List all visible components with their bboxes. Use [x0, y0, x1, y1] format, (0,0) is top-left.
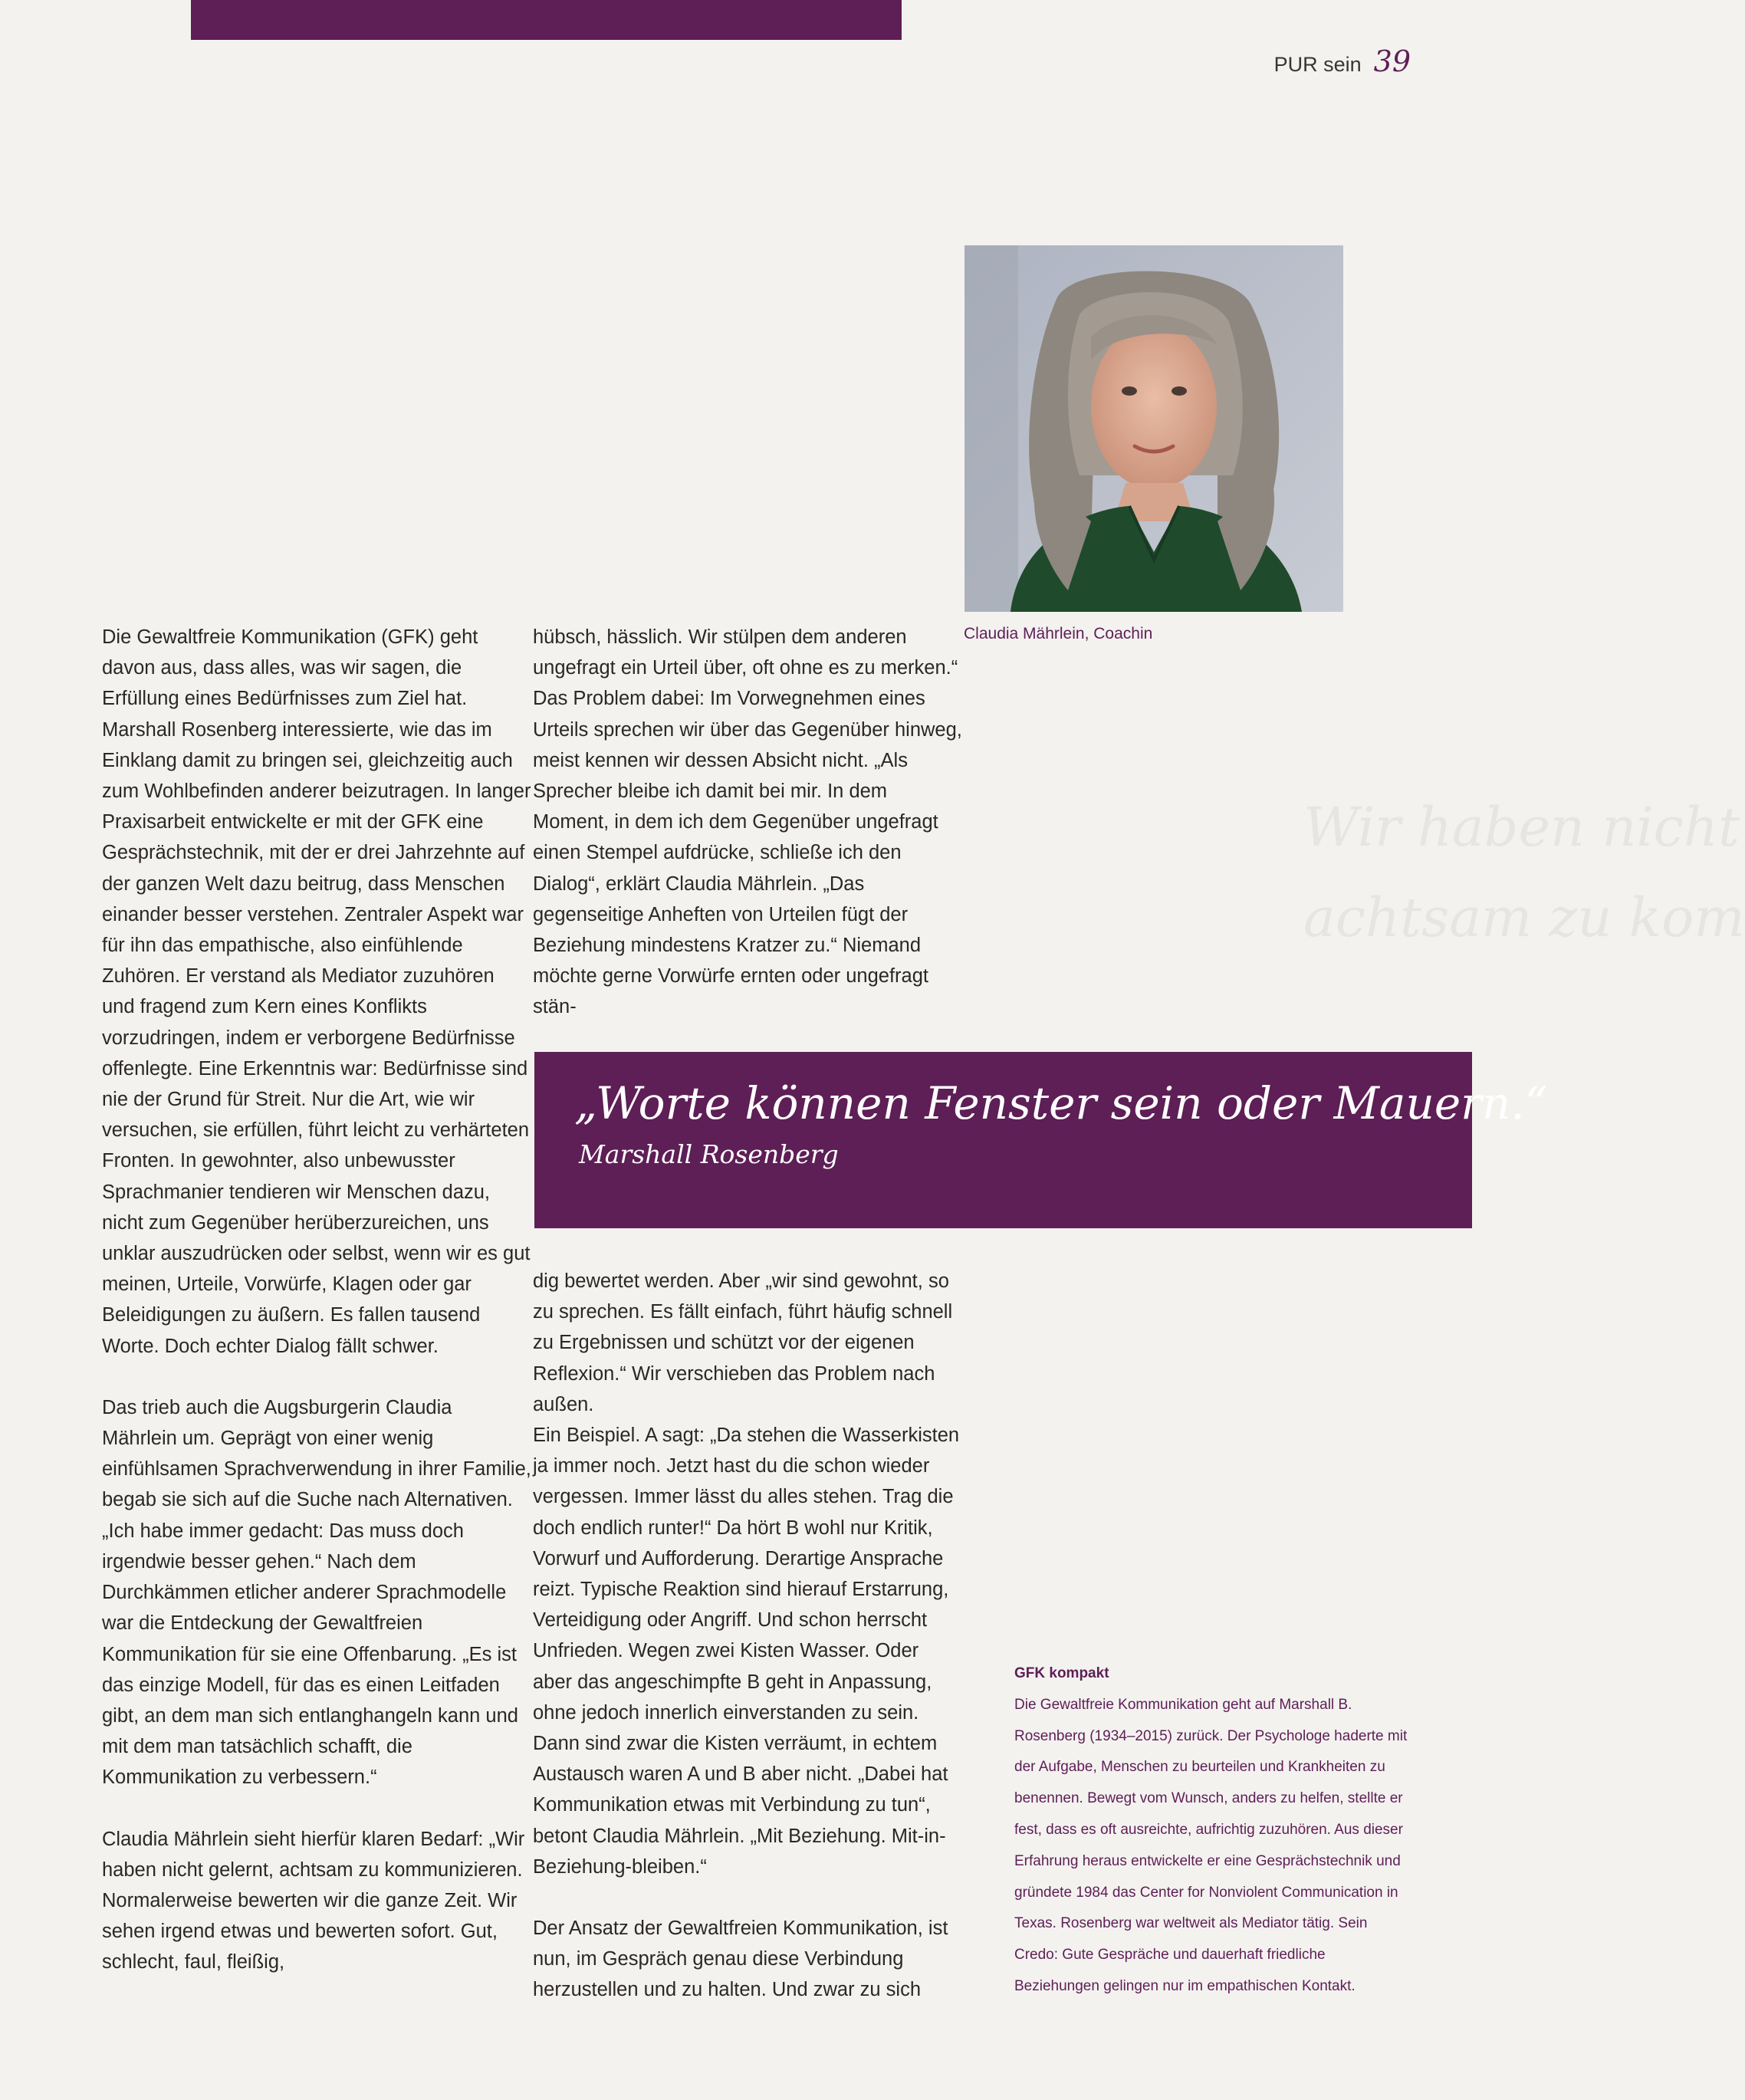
- page-number: 39: [1373, 44, 1411, 78]
- photo-caption: Claudia Mährlein, Coachin: [964, 625, 1153, 642]
- paragraph: Der Ansatz der Gewaltfreien Kommunikation, ist nun, im Gespräch genau diese Verbindung herzustellen und zu halten. Und zwar zu sich: [533, 1918, 948, 2001]
- info-box: [1014, 1658, 1413, 2003]
- running-head: [1274, 44, 1411, 78]
- paragraph: Ein Beispiel. A sagt: „Da stehen die Wasserkisten ja immer noch. Jetzt hast du die schon wieder vergessen. Immer lässt du alles stehen. Trag die doch endlich runter!“ Da hört B wohl nur Kritik, Vorwurf und Aufforderung. Derartige Ansprache reizt. Typische Reaktion sind hierauf Erstarrung, Verteidigung oder Angriff. Und schon herrscht Unfrieden. Wegen zwei Kisten Wasser. Oder aber das angeschimpfte B geht in Anpassung, ohne jedoch innerlich einverstanden zu sein. Dann sind zwar die Kisten verräumt, in echtem Austausch waren A und B aber nicht. „Dabei hat Kommunikation etwas mit Verbindung zu tun“, betont Claudia Mährlein. „Mit Beziehung. Mit-in-Beziehung-bleiben.“: [533, 1425, 960, 1878]
- magazine-name: PUR sein: [1273, 53, 1362, 76]
- paragraph: Claudia Mährlein sieht hierfür klaren Bedarf: „Wir haben nicht gelernt, achtsam zu kommunizieren. Normalerweise bewerten wir die ganze Zeit. Wir sehen irgend etwas und bewerten sofort. Gut, schlecht, faul, fleißig,: [102, 1828, 525, 1973]
- paragraph: Das trieb auch die Augsburgerin Claudia Mährlein um. Geprägt von einer wenig einfühlsamen Sprachverwendung in ihrer Familie, begab sie sich auf die Suche nach Alternativen. „Ich habe immer gedacht: Das muss doch irgendwie besser gehen.“ Nach dem Durchkämmen etlicher anderer Sprachmodelle war die Entdeckung der Gewaltfreien Kommunikation für sie eine Offenbarung. „Es ist das einzige Modell, für das es einen Leitfaden gibt, an dem man sich entlanghangeln kann und mit dem man tatsächlich schafft, die Kommunikation zu verbessern.“: [102, 1396, 531, 1789]
- article-column-3: [533, 1266, 962, 2036]
- article-column-1: [102, 622, 531, 2009]
- background-pullquote: [1303, 782, 1745, 963]
- paragraph: dig bewertet werden. Aber „wir sind gewohnt, so zu sprechen. Es fällt einfach, führt häufig schnell zu Ergebnissen und schützt vor der eigenen Reflexion.“ Wir verschieben das Problem nach außen.: [533, 1270, 953, 1415]
- paragraph: Die Gewaltfreie Kommunikation (GFK) geht davon aus, dass alles, was wir sagen, die Erfüllung eines Bedürfnisses zum Ziel hat. Marshall Rosenberg interessierte, wie das im Einklang damit zu bringen sei, gleichzeitig auch zum Wohlbefinden anderer beizutragen. In langer Praxisarbeit entwickelte er mit der GFK eine Gesprächstechnik, mit der er drei Jahrzehnte auf der ganzen Welt dazu beitrug, dass Menschen einander besser verstehen. Zentraler Aspekt war für ihn das empathische, also einfühlende Zuhören. Er verstand als Mediator zuzuhören und fragend zum Kern eines Konflikts vorzudringen, indem er verborgene Bedürfnisse offenlegte. Eine Erkenntnis war: Bedürfnisse sind nie der Grund für Streit. Nur die Art, wie wir versuchen, sie erfüllen, führt leicht zu verhärteten Fronten. In gewohnter, also unbewusster Sprachmanier tendieren wir Menschen dazu, nicht zum Gegenüber herüberzureichen, uns unklar auszudrücken oder selbst, wenn wir es gut meinen, Urteile, Vorwürfe, Klagen oder gar Beleidigungen zu äußern. Es fallen tausend Worte. Doch echter Dialog fällt schwer.: [102, 626, 531, 1357]
- top-color-bar: [191, 0, 902, 40]
- pull-quote-author: Marshall Rosenberg: [579, 1139, 839, 1169]
- info-box-title: GFK kompakt: [1014, 1665, 1109, 1681]
- info-box-text: Die Gewaltfreie Kommunikation geht auf Marshall B. Rosenberg (1934–2015) zurück. Der Psychologe haderte mit der Aufgabe, Menschen zu beurteilen und Krankheiten zu benennen. Bewegt vom Wunsch, anders zu helfen, stellte er fest, dass es oft ausreichte, aufrichtig zuzuhören. Aus dieser Erfahrung heraus entwickelte er eine Gesprächstechnik und gründete 1984 das Center for Nonviolent Communication in Texas. Rosenberg war weltweit als Mediator tätig. Sein Credo: Gute Gespräche und dauerhaft friedliche Beziehungen gelingen nur im empathischen Kontakt.: [1014, 1696, 1408, 1994]
- pull-quote: [534, 1052, 1548, 1228]
- article-column-2: [533, 622, 962, 1053]
- background-pullquote-line: Wir haben nicht: [1303, 796, 1740, 859]
- pull-quote-text: „Worte können Fenster sein oder Mauern.“: [574, 1077, 1548, 1129]
- paragraph: hübsch, hässlich. Wir stülpen dem anderen ungefragt ein Urteil über, oft ohne es zu merken.“ Das Problem dabei: Im Vorwegnehmen eines Urteils sprechen wir über das Gegenüber hinweg, meist kennen wir dessen Absicht nicht. „Als Sprecher bleibe ich damit bei mir. In dem Moment, in dem ich dem Gegenüber ungefragt einen Stempel aufdrücke, schließe ich den Dialog“, erklärt Claudia Mährlein. „Das gegenseitige Anheften von Urteilen fügt der Beziehung mindestens Kratzer zu.“ Niemand möchte gerne Vorwürfe ernten oder ungefragt stän-: [533, 626, 962, 1018]
- background-pullquote-line: achtsam zu kom: [1303, 886, 1745, 949]
- portrait-photo: [965, 245, 1343, 612]
